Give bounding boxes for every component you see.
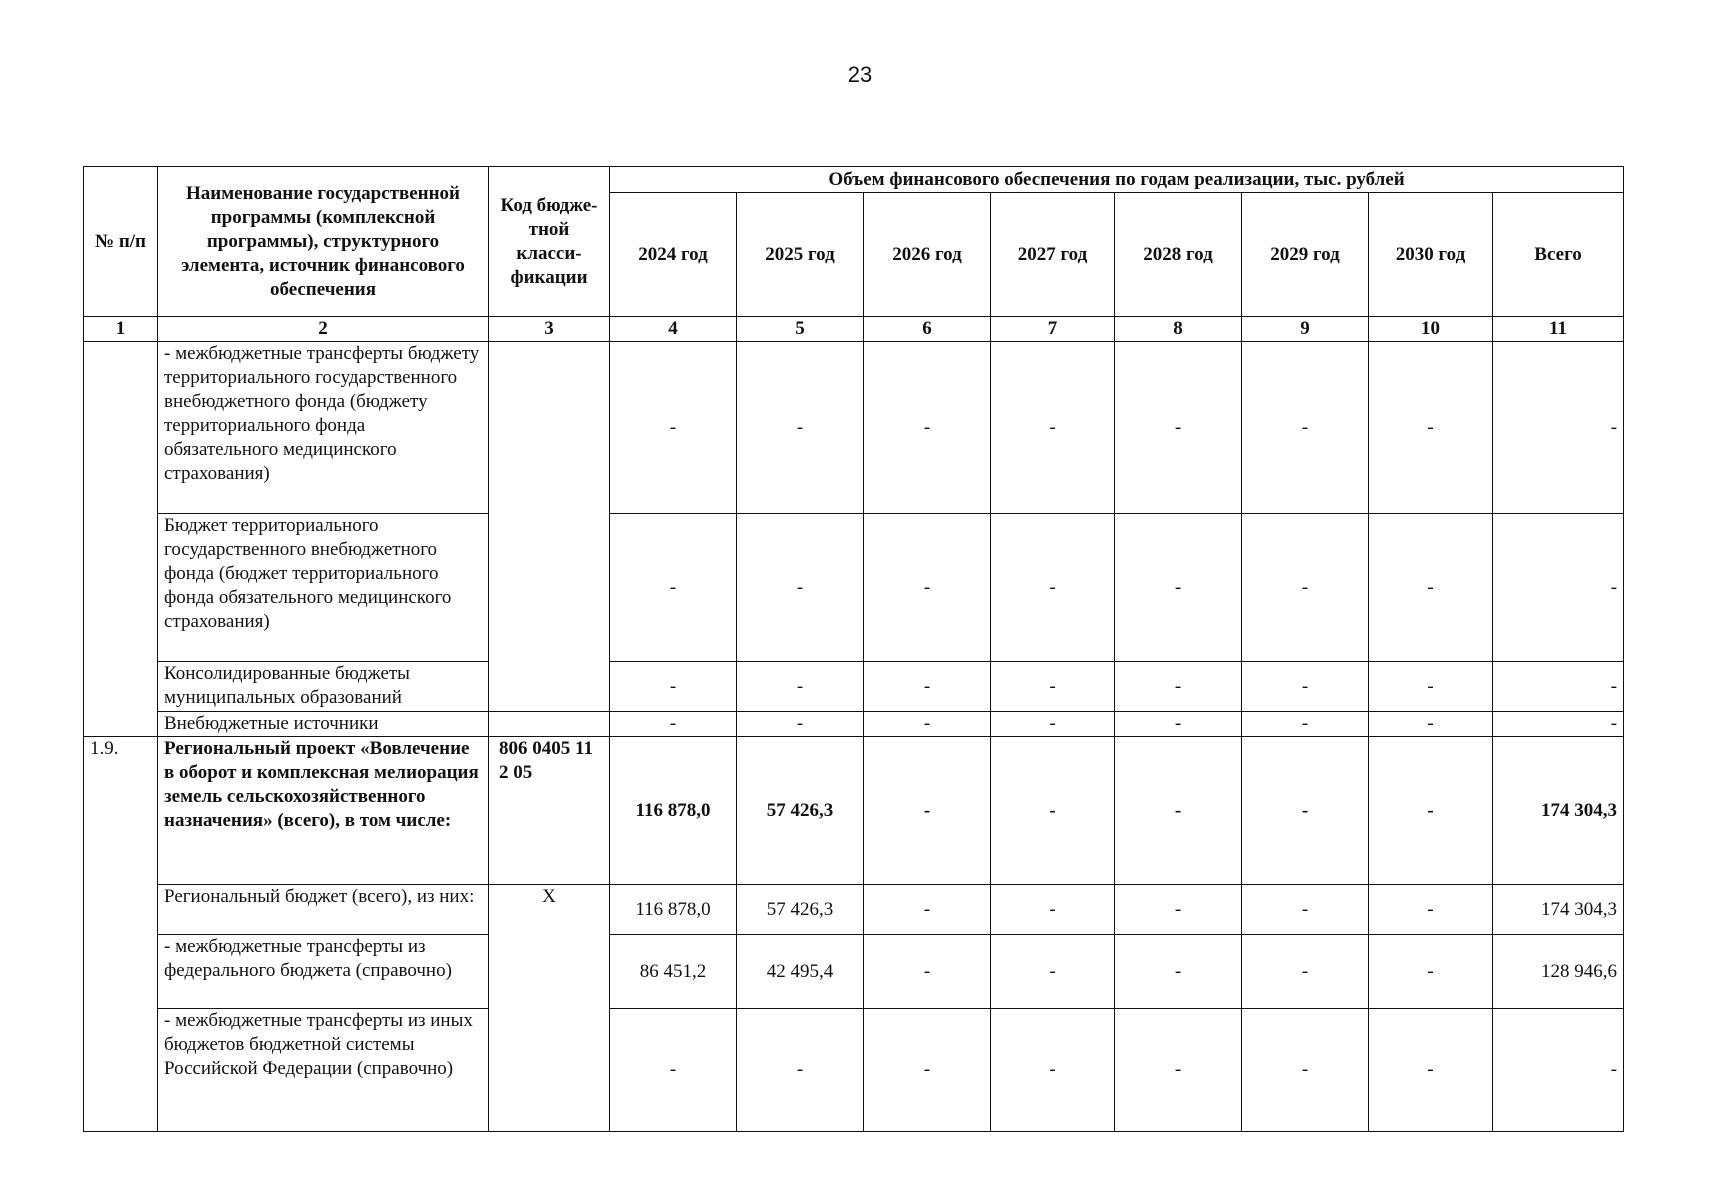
value-cell: - bbox=[1242, 662, 1369, 712]
value-cell: 116 878,0 bbox=[610, 737, 737, 885]
column-index: 10 bbox=[1369, 317, 1493, 342]
total-cell: - bbox=[1493, 1009, 1624, 1132]
value-cell: - bbox=[1369, 712, 1493, 737]
row-code bbox=[489, 342, 610, 712]
value-cell: - bbox=[737, 1009, 864, 1132]
row-number bbox=[84, 342, 158, 737]
column-index: 11 bbox=[1493, 317, 1624, 342]
value-cell: - bbox=[1115, 712, 1242, 737]
value-cell: - bbox=[610, 342, 737, 514]
row-name: - межбюджетные трансферты бюджету территориального государственного внебюджетного фонда (бюджету территориального фонда обязательного медицинского страхования) bbox=[158, 342, 489, 514]
value-cell: - bbox=[1242, 712, 1369, 737]
table-row bbox=[84, 935, 1624, 1009]
table-row bbox=[84, 885, 1624, 935]
header-year-2028: 2028 год bbox=[1115, 193, 1242, 317]
total-cell: 174 304,3 bbox=[1493, 737, 1624, 885]
header-year-2024: 2024 год bbox=[610, 193, 737, 317]
header-name: Наименование государственной программы (комплексной программы), структурного элемента, источник финансового обеспечения bbox=[158, 167, 489, 317]
value-cell: - bbox=[991, 737, 1115, 885]
header-year-2030: 2030 год bbox=[1369, 193, 1493, 317]
value-cell: - bbox=[1115, 1009, 1242, 1132]
row-code bbox=[489, 712, 610, 737]
value-cell: - bbox=[610, 1009, 737, 1132]
value-cell: - bbox=[737, 662, 864, 712]
value-cell: - bbox=[864, 342, 991, 514]
financing-table bbox=[83, 166, 1624, 1132]
value-cell: - bbox=[864, 737, 991, 885]
row-name: Региональный бюджет (всего), из них: bbox=[158, 885, 489, 935]
table-row bbox=[84, 737, 1624, 885]
value-cell: - bbox=[991, 662, 1115, 712]
value-cell: - bbox=[610, 662, 737, 712]
total-cell: - bbox=[1493, 662, 1624, 712]
column-index: 8 bbox=[1115, 317, 1242, 342]
column-index: 1 bbox=[84, 317, 158, 342]
row-code: X bbox=[489, 885, 610, 1132]
value-cell: - bbox=[864, 885, 991, 935]
total-cell: 174 304,3 bbox=[1493, 885, 1624, 935]
column-index: 5 bbox=[737, 317, 864, 342]
column-index: 9 bbox=[1242, 317, 1369, 342]
value-cell: - bbox=[1115, 342, 1242, 514]
value-cell: - bbox=[1242, 737, 1369, 885]
total-cell: - bbox=[1493, 514, 1624, 662]
total-cell: 128 946,6 bbox=[1493, 935, 1624, 1009]
table-row bbox=[84, 1009, 1624, 1132]
value-cell: - bbox=[1115, 737, 1242, 885]
column-index: 3 bbox=[489, 317, 610, 342]
row-name: Бюджет территориального государственного внебюджетного фонда (бюджет территориального фонда обязательного медицинского страхования) bbox=[158, 514, 489, 662]
row-name: - межбюджетные трансферты из федерального бюджета (справочно) bbox=[158, 935, 489, 1009]
value-cell: - bbox=[1242, 935, 1369, 1009]
header-year-2029: 2029 год bbox=[1242, 193, 1369, 317]
value-cell: - bbox=[737, 342, 864, 514]
header-num: № п/п bbox=[84, 167, 158, 317]
value-cell: - bbox=[1369, 662, 1493, 712]
header-year-2026: 2026 год bbox=[864, 193, 991, 317]
value-cell: - bbox=[991, 342, 1115, 514]
value-cell: - bbox=[1115, 935, 1242, 1009]
value-cell: 116 878,0 bbox=[610, 885, 737, 935]
value-cell: - bbox=[1369, 514, 1493, 662]
header-year-2025: 2025 год bbox=[737, 193, 864, 317]
value-cell: - bbox=[864, 935, 991, 1009]
table-row bbox=[84, 662, 1624, 712]
value-cell: - bbox=[864, 712, 991, 737]
value-cell: - bbox=[737, 712, 864, 737]
total-cell: - bbox=[1493, 342, 1624, 514]
value-cell: - bbox=[1369, 885, 1493, 935]
column-index: 4 bbox=[610, 317, 737, 342]
header-year-2027: 2027 год bbox=[991, 193, 1115, 317]
value-cell: - bbox=[991, 1009, 1115, 1132]
row-name: Внебюджетные источники bbox=[158, 712, 489, 737]
value-cell: - bbox=[610, 514, 737, 662]
value-cell: - bbox=[991, 712, 1115, 737]
value-cell: - bbox=[864, 662, 991, 712]
row-name: - межбюджетные трансферты из иных бюджетов бюджетной системы Российской Федерации (справочно) bbox=[158, 1009, 489, 1132]
row-name: Региональный проект «Вовлечение в оборот и комплексная мелиорация земель сельскохозяйственного назначения» (всего), в том числе: bbox=[158, 737, 489, 885]
column-index: 6 bbox=[864, 317, 991, 342]
value-cell: - bbox=[1242, 885, 1369, 935]
value-cell: - bbox=[864, 514, 991, 662]
header-volume: Объем финансового обеспечения по годам реализации, тыс. рублей bbox=[610, 167, 1624, 193]
column-index: 7 bbox=[991, 317, 1115, 342]
value-cell: - bbox=[737, 514, 864, 662]
page-number: 23 bbox=[847, 62, 873, 87]
value-cell: - bbox=[1115, 885, 1242, 935]
value-cell: - bbox=[1115, 662, 1242, 712]
value-cell: 86 451,2 bbox=[610, 935, 737, 1009]
column-index-row bbox=[84, 317, 1624, 342]
value-cell: - bbox=[1115, 514, 1242, 662]
value-cell: - bbox=[991, 514, 1115, 662]
value-cell: - bbox=[1369, 1009, 1493, 1132]
value-cell: 57 426,3 bbox=[737, 737, 864, 885]
value-cell: - bbox=[991, 935, 1115, 1009]
value-cell: - bbox=[1242, 342, 1369, 514]
header-total: Всего bbox=[1493, 193, 1624, 317]
row-name: Консолидированные бюджеты муниципальных образований bbox=[158, 662, 489, 712]
total-cell: - bbox=[1493, 712, 1624, 737]
value-cell: - bbox=[1369, 935, 1493, 1009]
value-cell: - bbox=[1369, 737, 1493, 885]
row-code: 806 0405 11 2 05 bbox=[489, 737, 610, 885]
table-row bbox=[84, 514, 1624, 662]
value-cell: - bbox=[991, 885, 1115, 935]
value-cell: - bbox=[1369, 342, 1493, 514]
row-number: 1.9. bbox=[84, 737, 158, 1132]
value-cell: - bbox=[864, 1009, 991, 1132]
column-index: 2 bbox=[158, 317, 489, 342]
value-cell: 57 426,3 bbox=[737, 885, 864, 935]
table-row bbox=[84, 342, 1624, 514]
value-cell: - bbox=[1242, 514, 1369, 662]
value-cell: 42 495,4 bbox=[737, 935, 864, 1009]
table-row bbox=[84, 712, 1624, 737]
header-code: Код бюдже-тной класси-фикации bbox=[489, 167, 610, 317]
value-cell: - bbox=[1242, 1009, 1369, 1132]
value-cell: - bbox=[610, 712, 737, 737]
